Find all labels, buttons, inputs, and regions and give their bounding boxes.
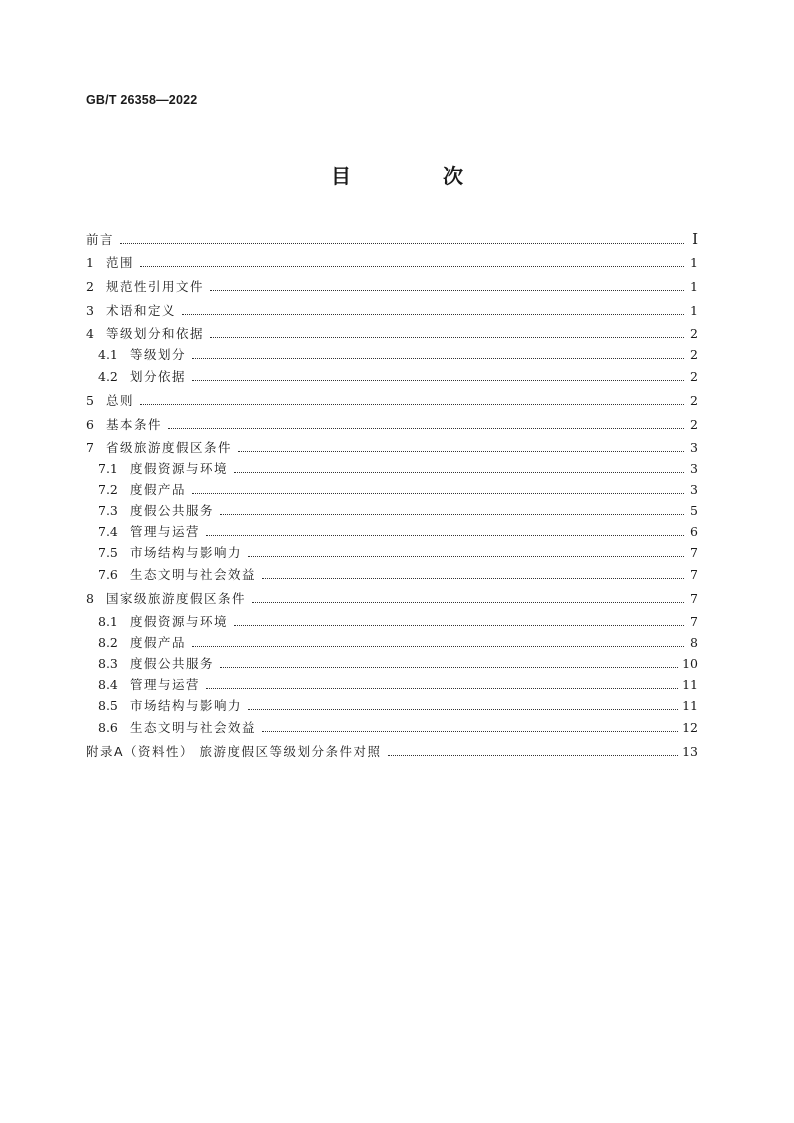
toc-entry-title: 管理与运营 [130,677,201,692]
toc-entry-page: 2 [690,347,698,362]
toc-entry[interactable] [86,716,698,740]
toc-entry-number: 8.6 [98,720,118,735]
toc-entry-title: 范围 [106,255,135,270]
toc-entry-number: 2 [86,279,94,294]
toc-entry-number: 8 [86,591,94,606]
toc-entry[interactable] [86,344,698,365]
toc-leader-dots [248,555,684,557]
toc-entry-page: 8 [690,635,698,650]
toc-entry[interactable] [86,389,698,413]
toc-entry-number: 6 [86,417,94,432]
toc-entry-page: 1 [690,255,698,270]
toc-entry-title: 规范性引用文件 [106,279,205,294]
toc-entry-title: 术语和定义 [106,303,177,318]
standard-number: GB/T 26358—2022 [86,93,198,107]
toc-entry-number: 7.4 [98,524,118,539]
toc-entry-page: 5 [690,503,698,518]
toc-entry[interactable] [86,632,698,653]
toc-entry-title: 度假资源与环境 [130,461,229,476]
toc-entry-number: 4.2 [98,369,118,384]
toc-leader-dots [262,730,678,732]
toc-leader-dots [140,265,684,267]
toc-entry[interactable] [86,323,698,344]
toc-entry-title: 管理与运营 [130,524,201,539]
toc-entry-page: 6 [690,524,698,539]
toc-entry[interactable] [86,674,698,695]
toc-entry-number: 4.1 [98,347,118,362]
toc-entry-title: 基本条件 [106,417,163,432]
toc-entry[interactable] [86,413,698,437]
toc-leader-dots [206,687,678,689]
toc-leader-dots [192,379,684,381]
toc-entry-page: 3 [690,461,698,476]
toc-entry-number: 7 [86,440,94,455]
toc-entry-number: 7.1 [98,461,118,476]
toc-entry[interactable] [86,437,698,458]
toc-entry-number: 8.3 [98,656,118,671]
toc-entry-page: 11 [682,698,698,713]
toc-leader-dots [262,577,684,579]
toc-entry-number: 5 [86,393,94,408]
toc-entry[interactable] [86,299,698,323]
toc-entry-page: 2 [690,326,698,341]
toc-entry-title: 市场结构与影响力 [130,698,243,713]
toc-leader-dots [248,708,678,710]
toc-entry-title: 前言 [86,232,115,247]
toc-entry-page: I [692,230,698,248]
toc-entry-page: 7 [690,567,698,582]
toc-leader-dots [140,403,684,405]
toc-leader-dots [192,357,684,359]
toc-entry-title: 生态文明与社会效益 [130,567,257,582]
toc-entry-number: 7.2 [98,482,118,497]
toc-entry-title: 度假资源与环境 [130,614,229,629]
toc-entry-number: 7.5 [98,545,118,560]
toc-entry-page: 2 [690,417,698,432]
toc-entry-title: 省级旅游度假区条件 [106,440,233,455]
toc-leader-dots [168,427,684,429]
toc-entry[interactable] [86,695,698,716]
toc-entry-number: 7.6 [98,567,118,582]
toc-entry[interactable] [86,542,698,563]
toc-entry-page: 2 [690,369,698,384]
toc-leader-dots [238,450,684,452]
toc-leader-dots [220,513,684,515]
toc-entry-page: 12 [682,720,698,735]
toc-entry-page: 1 [690,303,698,318]
toc-entry-page: 10 [682,656,698,671]
toc-leader-dots [220,666,678,668]
toc-entry-title: 划分依据 [130,369,187,384]
toc-entry-page: 1 [690,279,698,294]
toc-entry[interactable] [86,275,698,299]
toc-entry[interactable] [86,611,698,632]
toc-entry-title: 度假产品 [130,635,187,650]
toc-entry-title: 总则 [106,393,135,408]
toc-entry-number: 8.4 [98,677,118,692]
toc-entry-number: 4 [86,326,94,341]
toc-entry[interactable] [86,653,698,674]
toc-entry-page: 3 [690,482,698,497]
toc-entry-title: 度假产品 [130,482,187,497]
toc-entry-title: 度假公共服务 [130,503,215,518]
toc-entry[interactable] [86,227,698,251]
toc-leader-dots [182,313,684,315]
toc-leader-dots [388,754,679,756]
toc-entry-number: 7.3 [98,503,118,518]
page-title: 目 次 [331,164,499,188]
toc-entry-page: 7 [690,591,698,606]
toc-leader-dots [234,624,684,626]
toc-entry-page: 2 [690,393,698,408]
toc-entry[interactable] [86,563,698,587]
toc-entry-number: 8.1 [98,614,118,629]
toc-entry[interactable] [86,479,698,500]
toc-leader-dots [210,336,684,338]
toc-leader-dots [192,645,684,647]
toc-entry-page: 7 [690,545,698,560]
toc-entry[interactable] [86,458,698,479]
toc-entry-number: 3 [86,303,94,318]
toc-entry-number: 8.5 [98,698,118,713]
toc-entry[interactable] [86,587,698,611]
toc-entry-page: 11 [682,677,698,692]
toc-entry-title: 度假公共服务 [130,656,215,671]
toc-leader-dots [210,289,684,291]
toc-entry-number: 1 [86,255,94,270]
toc-entry-title: 等级划分 [130,347,187,362]
toc-entry[interactable] [86,251,698,275]
toc-entry[interactable] [86,521,698,542]
toc-entry-page: 13 [682,744,698,759]
toc-leader-dots [206,534,684,536]
toc-entry-title: 市场结构与影响力 [130,545,243,560]
toc-entry[interactable] [86,740,698,764]
toc-entry-page: 7 [690,614,698,629]
toc-leader-dots [252,601,684,603]
table-of-contents [86,227,698,764]
toc-entry[interactable] [86,365,698,389]
toc-entry-title: 附录A（资料性） 旅游度假区等级划分条件对照 [86,744,382,759]
toc-leader-dots [234,471,684,473]
toc-leader-dots [120,242,684,244]
toc-entry-page: 3 [690,440,698,455]
toc-entry-title: 生态文明与社会效益 [130,720,257,735]
toc-entry-title: 等级划分和依据 [106,326,205,341]
toc-leader-dots [192,492,684,494]
toc-entry-title: 国家级旅游度假区条件 [106,591,247,606]
toc-entry[interactable] [86,500,698,521]
toc-entry-number: 8.2 [98,635,118,650]
